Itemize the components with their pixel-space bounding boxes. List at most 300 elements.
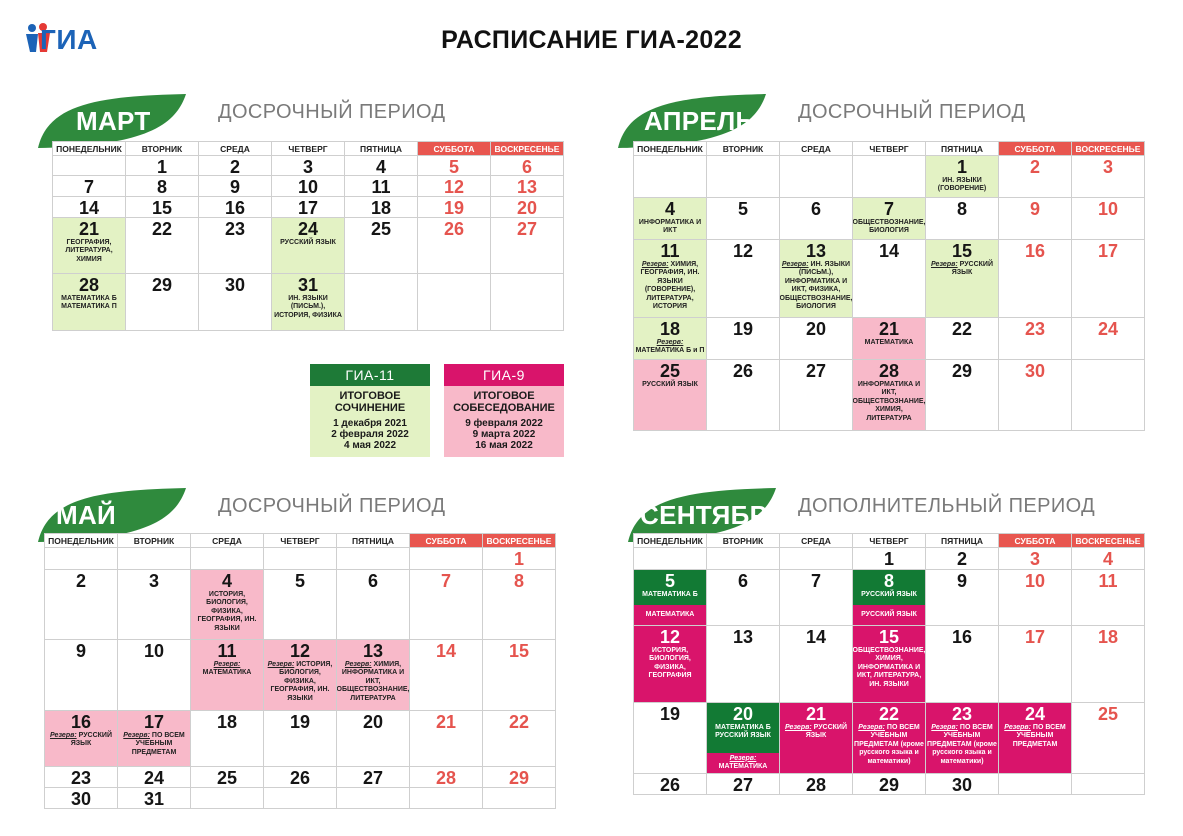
day-number: 10 (1097, 199, 1119, 219)
day-cell-apr-2 (999, 156, 1072, 198)
day-cell-may-18 (191, 711, 264, 767)
day-number: 22 (951, 319, 973, 339)
day-number: 28 (805, 775, 827, 795)
day-number: 10 (1024, 571, 1046, 591)
day-cell-apr-29 (926, 360, 999, 431)
weekday-header: СУББОТА (999, 534, 1072, 548)
day-cell-mar-8 (126, 176, 199, 197)
logo-text: ГИА (40, 24, 98, 55)
day-number: 24 (1097, 319, 1119, 339)
period-apr: ДОСРОЧНЫЙ ПЕРИОД (798, 101, 1026, 123)
day-cell-apr-3 (1072, 156, 1145, 198)
empty-day-cell (53, 156, 126, 176)
day-cell-mar-15 (126, 197, 199, 218)
day-cell-apr-7 (853, 198, 926, 240)
empty-day-cell (118, 548, 191, 570)
day-cell-may-21 (410, 711, 483, 767)
day-cell-sep-5 (634, 570, 707, 626)
day-number: 19 (289, 712, 311, 732)
exam-note: ОБЩЕСТВОЗНАНИЕ, БИОЛОГИЯ (853, 219, 926, 235)
exam-note: МАТЕМАТИКА (864, 339, 914, 346)
exam-note: ИН. ЯЗЫКИ (ГОВОРЕНИЕ) (937, 177, 987, 193)
day-cell-may-19 (264, 711, 337, 767)
day-number: 16 (951, 627, 973, 647)
day-number: 10 (297, 177, 319, 197)
day-cell-may-6 (337, 570, 410, 640)
exam-note-extra: МАТЕМАТИКА (645, 610, 695, 618)
exam-note: Резерв: ПО ВСЕМ УЧЕБНЫМ ПРЕДМЕТАМ (кроме русского языка и математики) (927, 724, 997, 765)
day-number: 20 (362, 712, 384, 732)
day-cell-may-16 (45, 711, 118, 767)
day-cell-mar-24 (272, 218, 345, 274)
weekday-header: ПЯТНИЦА (926, 534, 999, 548)
day-cell-mar-23 (199, 218, 272, 274)
exam-note-extra: РУССКИЙ ЯЗЫК (861, 610, 917, 618)
day-number: 12 (732, 241, 754, 261)
day-cell-apr-9 (999, 198, 1072, 240)
day-cell-apr-20 (780, 318, 853, 360)
day-number: 14 (435, 641, 457, 661)
day-cell-apr-28 (853, 360, 926, 431)
day-number: 13 (732, 627, 754, 647)
day-number: 3 (1102, 157, 1113, 177)
weekday-header: СУББОТА (418, 142, 491, 156)
day-cell-apr-12 (707, 240, 780, 318)
day-cell-apr-10 (1072, 198, 1145, 240)
empty-day-cell (191, 788, 264, 809)
weekday-header: ПОНЕДЕЛЬНИК (53, 142, 126, 156)
weekday-header: ПЯТНИЦА (345, 142, 418, 156)
weekday-header: ПЯТНИЦА (926, 142, 999, 156)
gia9-date-1: 9 февраля 2022 (465, 418, 543, 429)
exam-note: Резерв: ПО ВСЕМ УЧЕБНЫМ ПРЕДМЕТАМ (1004, 724, 1066, 748)
day-cell-sep-28 (780, 774, 853, 795)
day-number: 23 (70, 768, 92, 788)
day-number: 31 (143, 789, 165, 809)
day-number: 21 (78, 219, 100, 239)
day-number: 17 (143, 712, 165, 732)
weekday-header: ЧЕТВЕРГ (853, 142, 926, 156)
day-number: 23 (1024, 319, 1046, 339)
day-cell-sep-8 (853, 570, 926, 626)
day-cell-sep-3 (999, 548, 1072, 570)
day-cell-may-3 (118, 570, 191, 640)
day-number: 5 (294, 571, 305, 591)
day-number: 28 (78, 275, 100, 295)
weekday-header: ВТОРНИК (707, 534, 780, 548)
day-cell-mar-9 (199, 176, 272, 197)
day-cell-apr-17 (1072, 240, 1145, 318)
day-cell-sep-16 (926, 626, 999, 703)
empty-day-cell (345, 274, 418, 331)
day-cell-may-15 (483, 640, 556, 711)
day-cell-apr-13 (780, 240, 853, 318)
day-number: 4 (664, 199, 675, 219)
day-number: 14 (805, 627, 827, 647)
gia11-date-2: 2 февраля 2022 (331, 429, 409, 440)
exam-note: РУССКИЙ ЯЗЫК (280, 239, 336, 246)
day-number: 19 (732, 319, 754, 339)
empty-day-cell (264, 548, 337, 570)
day-number: 5 (448, 157, 459, 176)
day-number: 25 (370, 219, 392, 239)
day-number: 18 (370, 198, 392, 218)
weekday-header: ПОНЕДЕЛЬНИК (45, 534, 118, 548)
day-number: 4 (221, 571, 232, 591)
month-name-mar: МАРТ (76, 106, 151, 136)
day-number: 22 (508, 712, 530, 732)
day-number: 6 (737, 571, 748, 591)
gia9-date-2: 9 марта 2022 (472, 429, 536, 440)
day-number: 29 (508, 768, 530, 788)
exam-note: Резерв: ПО ВСЕМ УЧЕБНЫМ ПРЕДМЕТАМ (кроме русского языка и математики) (854, 724, 924, 765)
day-cell-apr-16 (999, 240, 1072, 318)
day-number: 9 (75, 641, 86, 661)
day-number: 8 (156, 177, 167, 197)
empty-day-cell (264, 788, 337, 809)
empty-day-cell (853, 156, 926, 198)
day-number: 12 (289, 641, 311, 661)
day-cell-mar-27 (491, 218, 564, 274)
day-cell-sep-18 (1072, 626, 1145, 703)
day-number: 27 (362, 768, 384, 788)
day-cell-sep-17 (999, 626, 1072, 703)
day-number: 19 (443, 198, 465, 218)
empty-day-cell (483, 788, 556, 809)
day-cell-sep-12 (634, 626, 707, 703)
day-cell-mar-12 (418, 176, 491, 197)
day-number: 25 (216, 768, 238, 788)
day-number: 2 (229, 157, 240, 176)
empty-day-cell (634, 156, 707, 198)
weekday-header: ЧЕТВЕРГ (264, 534, 337, 548)
weekday-header: ПОНЕДЕЛЬНИК (634, 142, 707, 156)
day-number: 21 (878, 319, 900, 339)
day-number: 5 (664, 571, 675, 591)
exam-note: Резерв: ПО ВСЕМ УЧЕБНЫМ ПРЕДМЕТАМ (123, 732, 185, 756)
exam-note: МАТЕМАТИКА Б РУССКИЙ ЯЗЫК (715, 724, 771, 740)
day-cell-sep-1 (853, 548, 926, 570)
day-number: 14 (878, 241, 900, 261)
day-number: 1 (956, 157, 967, 177)
day-number: 24 (143, 768, 165, 788)
exam-note: Резерв: ХИМИЯ, ИНФОРМАТИКА И ИКТ, ОБЩЕСТВОЗНАНИЕ, ЛИТЕРАТУРА (337, 661, 410, 702)
day-cell-mar-7 (53, 176, 126, 197)
weekday-header: ПЯТНИЦА (337, 534, 410, 548)
exam-note: ГЕОГРАФИЯ, ЛИТЕРАТУРА, ХИМИЯ (65, 239, 113, 263)
day-number: 9 (1029, 199, 1040, 219)
day-cell-mar-16 (199, 197, 272, 218)
day-number: 8 (883, 571, 894, 591)
day-number: 17 (1024, 627, 1046, 647)
day-cell-may-10 (118, 640, 191, 711)
day-cell-mar-1 (126, 156, 199, 176)
day-number: 25 (1097, 704, 1119, 724)
gia9-box (444, 364, 564, 457)
exam-note: РУССКИЙ ЯЗЫК (642, 381, 698, 388)
day-number: 16 (224, 198, 246, 218)
day-number: 30 (1024, 361, 1046, 381)
day-cell-apr-14 (853, 240, 926, 318)
day-cell-sep-4 (1072, 548, 1145, 570)
empty-day-cell (191, 548, 264, 570)
weekday-header: ВОСКРЕСЕНЬЕ (483, 534, 556, 548)
day-cell-mar-3 (272, 156, 345, 176)
month-name-apr: АПРЕЛЬ (644, 106, 755, 136)
weekday-header: СУББОТА (999, 142, 1072, 156)
empty-day-cell (491, 274, 564, 331)
day-number: 7 (83, 177, 94, 197)
day-cell-may-1 (483, 548, 556, 570)
day-cell-sep-2 (926, 548, 999, 570)
period-may: ДОСРОЧНЫЙ ПЕРИОД (218, 495, 446, 517)
empty-day-cell (634, 548, 707, 570)
day-number: 29 (951, 361, 973, 381)
day-number: 13 (516, 177, 538, 197)
day-number: 30 (951, 775, 973, 795)
day-number: 8 (956, 199, 967, 219)
day-number: 6 (810, 199, 821, 219)
day-number: 11 (660, 241, 680, 261)
day-number: 26 (659, 775, 681, 795)
day-cell-apr-26 (707, 360, 780, 431)
exam-note: ИНФОРМАТИКА И ИКТ (638, 219, 702, 235)
day-number: 27 (732, 775, 754, 795)
gia11-date-3: 4 мая 2022 (343, 440, 397, 451)
day-number: 29 (151, 275, 173, 295)
weekday-header: СРЕДА (199, 142, 272, 156)
day-cell-may-11 (191, 640, 264, 711)
day-cell-apr-11 (634, 240, 707, 318)
weekday-header: ВТОРНИК (707, 142, 780, 156)
day-cell-mar-13 (491, 176, 564, 197)
day-cell-mar-30 (199, 274, 272, 331)
day-cell-sep-11 (1072, 570, 1145, 626)
gia9-header: ГИА-9 (444, 364, 564, 386)
gia9-title: ИТОГОВОЕ СОБЕСЕДОВАНИЕ (453, 390, 555, 414)
day-number: 11 (217, 641, 237, 661)
day-number: 8 (513, 571, 524, 591)
day-cell-may-28 (410, 767, 483, 788)
weekday-header: ВОСКРЕСЕНЬЕ (1072, 534, 1145, 548)
exam-note: ИСТОРИЯ, БИОЛОГИЯ, ФИЗИКА, ГЕОГРАФИЯ, ИН. ЯЗЫКИ (197, 591, 257, 632)
exam-note: ИНФОРМАТИКА И ИКТ, ОБЩЕСТВОЗНАНИЕ, ХИМИЯ, ЛИТЕРАТУРА (853, 381, 926, 422)
day-number: 16 (1024, 241, 1046, 261)
day-cell-apr-8 (926, 198, 999, 240)
day-number: 21 (435, 712, 457, 732)
empty-day-cell (410, 548, 483, 570)
day-cell-may-4 (191, 570, 264, 640)
day-cell-apr-25 (634, 360, 707, 431)
day-number: 2 (1029, 157, 1040, 177)
day-cell-sep-24 (999, 703, 1072, 774)
day-number: 7 (810, 571, 821, 591)
day-number: 23 (951, 704, 973, 724)
day-number: 27 (805, 361, 827, 381)
day-cell-apr-19 (707, 318, 780, 360)
gia9-body (444, 386, 564, 457)
day-cell-apr-22 (926, 318, 999, 360)
calendar-september (633, 533, 1145, 795)
day-cell-may-17 (118, 711, 191, 767)
day-number: 11 (371, 177, 391, 197)
day-cell-mar-17 (272, 197, 345, 218)
day-cell-sep-30 (926, 774, 999, 795)
period-sep: ДОПОЛНИТЕЛЬНЫЙ ПЕРИОД (798, 495, 1096, 517)
day-cell-may-5 (264, 570, 337, 640)
day-cell-may-29 (483, 767, 556, 788)
day-cell-may-12 (264, 640, 337, 711)
day-cell-sep-15 (853, 626, 926, 703)
exam-note: МАТЕМАТИКА Б (642, 591, 698, 598)
day-cell-sep-27 (707, 774, 780, 795)
weekday-header: СРЕДА (191, 534, 264, 548)
day-number: 30 (224, 275, 246, 295)
day-cell-may-8 (483, 570, 556, 640)
day-cell-sep-20 (707, 703, 780, 774)
day-cell-mar-25 (345, 218, 418, 274)
day-cell-mar-19 (418, 197, 491, 218)
exam-note: ИСТОРИЯ, БИОЛОГИЯ, ФИЗИКА, ГЕОГРАФИЯ (648, 647, 692, 680)
day-cell-may-2 (45, 570, 118, 640)
day-number: 2 (956, 549, 967, 569)
weekday-header: СРЕДА (780, 142, 853, 156)
day-number: 17 (297, 198, 319, 218)
calendar-april (633, 141, 1145, 431)
exam-note: ИН. ЯЗЫКИ (ПИСЬМ.), ИСТОРИЯ, ФИЗИКА (274, 295, 342, 319)
day-cell-may-31 (118, 788, 191, 809)
day-number: 13 (362, 641, 384, 661)
day-cell-apr-18 (634, 318, 707, 360)
day-cell-may-24 (118, 767, 191, 788)
day-cell-sep-10 (999, 570, 1072, 626)
day-number: 12 (659, 627, 681, 647)
day-cell-sep-26 (634, 774, 707, 795)
day-cell-sep-29 (853, 774, 926, 795)
day-number: 7 (440, 571, 451, 591)
day-number: 6 (521, 157, 532, 176)
day-number: 3 (302, 157, 313, 176)
day-cell-apr-23 (999, 318, 1072, 360)
empty-day-cell (1072, 360, 1145, 431)
empty-day-cell (999, 774, 1072, 795)
day-number: 11 (1098, 571, 1118, 591)
day-number: 20 (516, 198, 538, 218)
calendar-march (52, 141, 564, 331)
day-number: 15 (951, 241, 973, 261)
day-cell-may-7 (410, 570, 483, 640)
day-number: 26 (289, 768, 311, 788)
day-number: 18 (659, 319, 681, 339)
empty-day-cell (410, 788, 483, 809)
day-cell-may-30 (45, 788, 118, 809)
day-number: 30 (70, 789, 92, 809)
exam-note: Резерв: РУССКИЙ ЯЗЫК (930, 261, 993, 277)
empty-day-cell (418, 274, 491, 331)
day-number: 18 (216, 712, 238, 732)
day-number: 22 (878, 704, 900, 724)
gia11-date-1: 1 декабря 2021 (333, 418, 407, 429)
day-cell-mar-14 (53, 197, 126, 218)
exam-note: Резерв: МАТЕМАТИКА (202, 661, 252, 677)
day-cell-may-23 (45, 767, 118, 788)
day-number: 18 (1097, 627, 1119, 647)
gia11-title: ИТОГОВОЕ СОЧИНЕНИЕ (334, 390, 406, 414)
day-number: 26 (443, 219, 465, 239)
empty-day-cell (337, 788, 410, 809)
day-number: 12 (443, 177, 465, 197)
day-cell-apr-30 (999, 360, 1072, 431)
gia11-header: ГИА-11 (310, 364, 430, 386)
day-cell-may-22 (483, 711, 556, 767)
exam-note: Резерв: ИН. ЯЗЫКИ (ПИСЬМ.), ИНФОРМАТИКА И ИКТ, ФИЗИКА, ОБЩЕСТВОЗНАНИЕ, БИОЛОГИЯ (780, 261, 853, 311)
day-cell-sep-9 (926, 570, 999, 626)
month-name-sep: СЕНТЯБРЬ (640, 500, 787, 530)
page-title: РАСПИСАНИЕ ГИА-2022 (441, 26, 742, 54)
day-cell-may-26 (264, 767, 337, 788)
exam-note: МАТЕМАТИКА Б МАТЕМАТИКА П (61, 295, 117, 311)
day-cell-sep-19 (634, 703, 707, 774)
day-cell-mar-29 (126, 274, 199, 331)
day-cell-mar-18 (345, 197, 418, 218)
empty-day-cell (1072, 774, 1145, 795)
day-cell-sep-22 (853, 703, 926, 774)
day-cell-may-9 (45, 640, 118, 711)
day-number: 22 (151, 219, 173, 239)
day-cell-mar-28 (53, 274, 126, 331)
day-cell-mar-31 (272, 274, 345, 331)
day-cell-mar-5 (418, 156, 491, 176)
day-number: 25 (659, 361, 681, 381)
day-cell-sep-25 (1072, 703, 1145, 774)
weekday-header: ВОСКРЕСЕНЬЕ (1072, 142, 1145, 156)
day-cell-apr-27 (780, 360, 853, 431)
gia11-box (310, 364, 430, 457)
weekday-header: ЧЕТВЕРГ (272, 142, 345, 156)
day-cell-mar-20 (491, 197, 564, 218)
day-number: 1 (883, 549, 894, 569)
day-number: 4 (375, 157, 386, 176)
day-cell-apr-4 (634, 198, 707, 240)
day-number: 17 (1097, 241, 1119, 261)
day-cell-mar-22 (126, 218, 199, 274)
day-number: 23 (224, 219, 246, 239)
weekday-header: СУББОТА (410, 534, 483, 548)
empty-day-cell (707, 156, 780, 198)
day-number: 19 (659, 704, 681, 724)
exam-note: ОБЩЕСТВОЗНАНИЕ, ХИМИЯ, ИНФОРМАТИКА И ИКТ, ЛИТЕРАТУРА, ИН. ЯЗЫКИ (853, 647, 926, 688)
day-number: 9 (229, 177, 240, 197)
weekday-header: ВОСКРЕСЕНЬЕ (491, 142, 564, 156)
day-cell-may-20 (337, 711, 410, 767)
exam-note: Резерв: ИСТОРИЯ, БИОЛОГИЯ, ФИЗИКА, ГЕОГРАФИЯ, ИН. ЯЗЫКИ (267, 661, 333, 702)
exam-note: Резерв: МАТЕМАТИКА Б и П (635, 339, 705, 355)
day-number: 21 (805, 704, 827, 724)
day-number: 24 (1024, 704, 1046, 724)
weekday-header: ВТОРНИК (126, 142, 199, 156)
day-cell-apr-15 (926, 240, 999, 318)
day-cell-mar-6 (491, 156, 564, 176)
day-cell-apr-21 (853, 318, 926, 360)
day-number: 9 (956, 571, 967, 591)
day-number: 3 (148, 571, 159, 591)
day-cell-sep-23 (926, 703, 999, 774)
day-number: 4 (1102, 549, 1113, 569)
day-number: 15 (878, 627, 900, 647)
day-cell-may-25 (191, 767, 264, 788)
day-number: 7 (883, 199, 894, 219)
exam-note: Резерв: РУССКИЙ ЯЗЫК (784, 724, 847, 740)
